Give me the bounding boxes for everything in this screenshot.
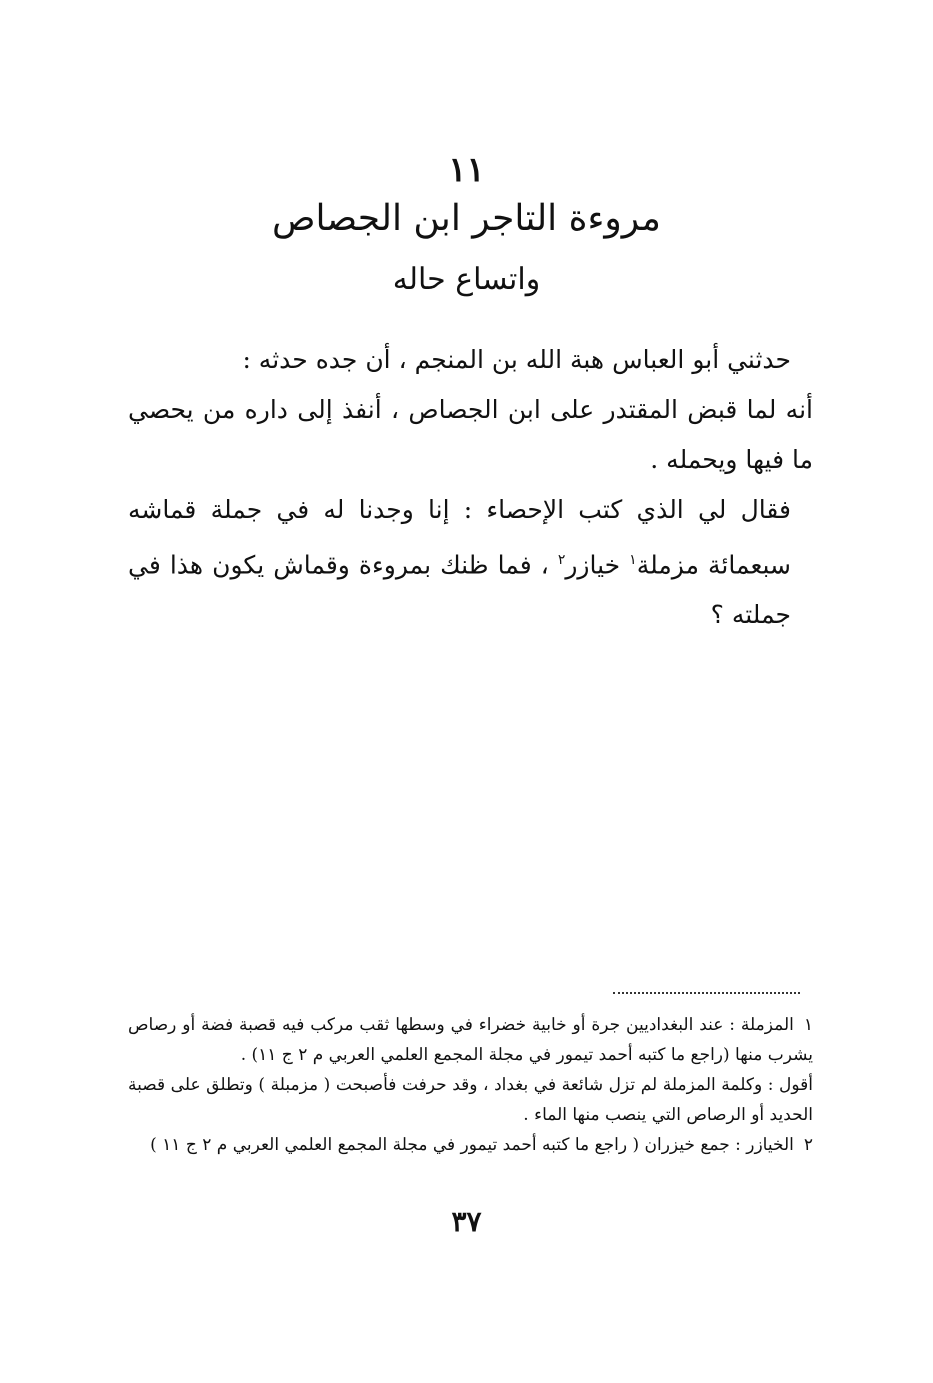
paragraph-3-part-1: فقال لي الذي كتب الإحصاء : إنا وجدنا له في جملة قماشه سبعمائة مزملة [128, 495, 791, 580]
chapter-number: ١١ [448, 150, 485, 190]
footnotes [128, 1010, 813, 1160]
footnote-1-text: المزملة : عند البغداديين جرة أو خابية خضراء في وسطها ثقب مركب فيه قصبة فضة أو رصاص يشرب منها (راجع ما كتبه أحمد تيمور في مجلة المجمع العلمي العربي م ٢ ج ١١) . [128, 1015, 813, 1065]
footnote-1-number: ١ [803, 1015, 813, 1035]
footnote-2-text: الخيازر : جمع خيزران ( راجع ما كتبه أحمد تيمور في مجلة المجمع العلمي العربي م ٢ ج ١١ ) [150, 1135, 794, 1155]
footnote-2 [128, 1130, 813, 1160]
chapter-subtitle: واتساع حاله [392, 262, 541, 297]
paragraph-3 [128, 485, 813, 640]
footnote-divider [613, 992, 800, 994]
paragraph-3-part-2: خيازر [565, 550, 630, 580]
paragraph-1: حدثني أبو العباس هبة الله بن المنجم ، أن جده حدثه : [242, 345, 791, 374]
footnote-1-continuation: أقول : وكلمة المزملة لم تزل شائعة في بغداد ، وقد حرفت فأصبحت ( مزمبلة ) وتطلق على قصبة الحديد أو الرصاص التي ينصب منها الماء . [128, 1075, 813, 1125]
footnote-1 [128, 1010, 813, 1070]
chapter-title: مروءة التاجر ابن الجصاص [272, 198, 661, 239]
footnote-ref-1: ١ [629, 552, 637, 568]
footnote-ref-2: ٢ [557, 552, 566, 568]
paragraph-3-part-3: ، فما ظنك بمروءة وقماش يكون هذا في جملته ؟ [128, 550, 791, 630]
page-number: ٣٧ [451, 1205, 482, 1238]
body-text [128, 335, 813, 640]
paragraph-2: أنه لما قبض المقتدر على ابن الجصاص ، أنفذ إلى داره من يحصي ما فيها ويحمله . [128, 395, 813, 474]
footnote-2-number: ٢ [803, 1135, 813, 1155]
